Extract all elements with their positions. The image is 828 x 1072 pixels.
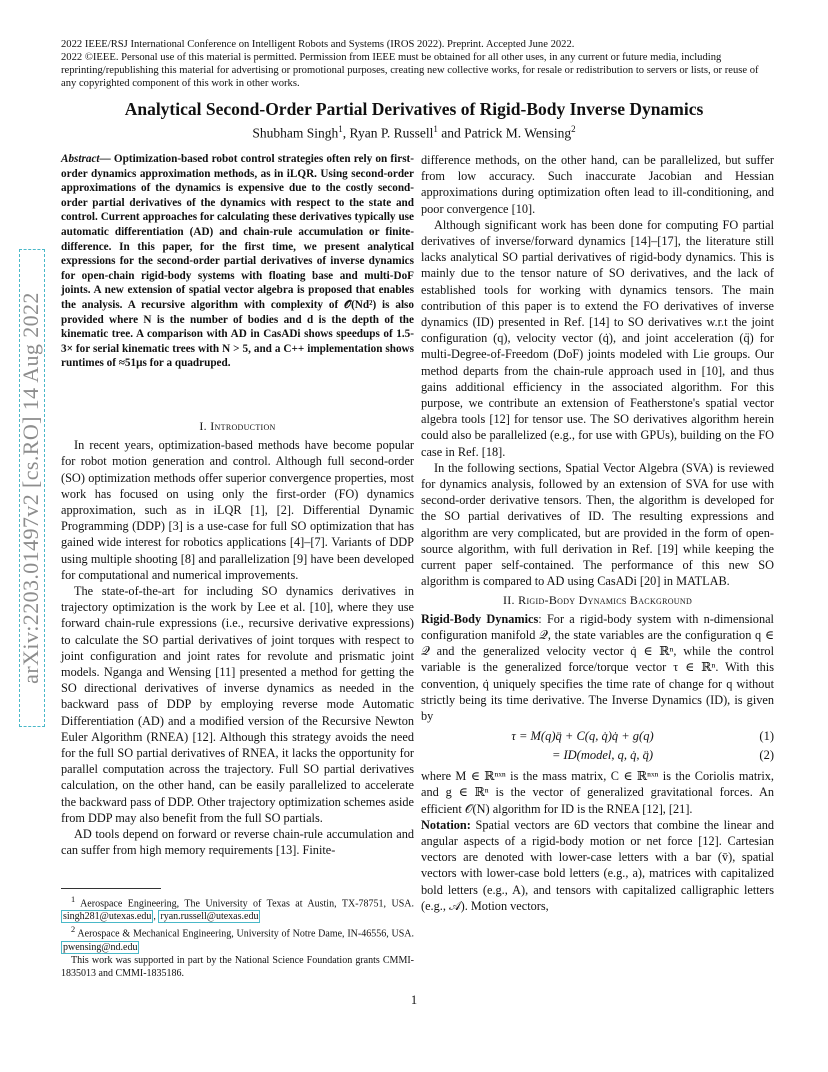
left-column [61,418,414,858]
paragraph: In recent years, optimization-based methods have become popular for robot motion generation and control. Although full second-order (SO) optimization methods offer superior convergence properties, most work has focused on using only the first-order (FO) dynamics approximation, such as in iLQR [1], [2]. Differential Dynamic Programming (DDP) [3] is a use-case for full SO optimization that has gained wide interest for robotics applications [4]–[7]. Variants of DDP using multiple shooting [8] and parallelization [9] have been developed for computational and numerical improvements. [61,438,414,582]
equation-number: (1) [759,729,774,744]
conference-line: 2022 IEEE/RSJ International Conference on Intelligent Robots and Systems (IROS 2022). Preprint. Accepted June 2022. [61,39,575,50]
funding-note: This work was supported in part by the National Science Foundation grants CMMI-1835013 and CMMI-1835186. [61,954,414,979]
author-affiliation: 1 [338,124,343,134]
abstract [61,152,414,371]
copyright-notice [61,38,771,90]
author-name: Ryan P. Russell [349,125,434,141]
paragraph [421,611,774,724]
paragraph-label: Notation: [421,817,471,832]
author-name: Patrick M. Wensing [464,125,572,141]
email-link[interactable]: pwensing@nd.edu [63,941,138,953]
paragraph-text: Spatial vectors are 6D vectors that combine the linear and angular aspects of a rigid-body motion or net force [12]. Cartesian vectors are denoted with lower-case letters with a bar (v̄), spatial vectors with lower-case bold letters (e.g., a), matrices with capitalized bold letters (e.g., A), and tensors with capitalized calligraphic letters (e.g., 𝒜). Motion vectors, [421,817,774,913]
author-list: Shubham Singh$^1$, Ryan P. Russell$^1$ and Patrick M. Wensing$^2$ [252,124,576,141]
paragraph: In the following sections, Spatial Vector Algebra (SVA) is reviewed for dynamics analysis, followed by an extension of SVA for use with second-order derivative tensors. Then, the algorithm is developed for the SO partial derivatives of ID. The resulting expressions and algorithm are very complicated, but are provided in the form of open-source algorithm, with full derivation in Ref. [19] while keeping the current paper self-contained. The performance of this new SO algorithm is compared to AD using CasADi [20] in MATLAB. [421,460,774,589]
paragraph: AD tools depend on forward or reverse chain-rule accumulation and can suffer from high memory requirements [13]. Finite- [61,827,414,858]
paragraph: The state-of-the-art for including SO dynamics derivatives in trajectory optimization is the work by Lee et al. [10], where they use forward chain-rule expressions (i.e., recursive derivative expressions) to calculate the SO partial derivatives of joint torques with respect to joint configuration and joint rates for revolute and prismatic joint models. Nganga and Wensing [11] presented a method for getting the SO directional derivatives of inverse dynamics as needed in the backward pass of DDP by employing reverse mode Automatic Differentiation (AD) and a modified version of the Recursive Newton Euler Algorithm (RNEA) [12]. Although this strategy avoids the need for the full SO partial derivatives of RNEA, it lacks the opportunity for parallel computation across the trajectory. Full SO partial derivatives calculation, on the other hand, can be easily parallelized to accelerate the backward pass of DDP. Other trajectory optimization schemes aside from DDP may also benefit from the full SO partials. [61,584,414,825]
author-affiliation: 2 [571,124,576,134]
equation-number: (2) [759,748,774,763]
paper-title: Analytical Second-Order Partial Derivatives of Rigid-Body Inverse Dynamics [124,99,704,119]
paragraph: where M ∈ ℝⁿˣⁿ is the mass matrix, C ∈ ℝⁿˣⁿ is the Coriolis matrix, and g ∈ ℝⁿ is the vector of generalized gravitational forces. An efficient 𝒪(N) algorithm for ID is the RNEA [12], [21]. [421,769,774,816]
email-link[interactable]: singh281@utexas.edu [63,911,152,923]
footnote-affiliation: Aerospace & Mechanical Engineering, University of Notre Dame, IN-46556, USA. [77,928,414,940]
footnote-affiliation: Aerospace Engineering, The University of Texas at Austin, TX-78751, USA. [80,898,414,910]
equation [421,727,774,746]
email-link[interactable]: ryan.russell@utexas.edu [160,911,259,923]
arxiv-identifier: arXiv:2203.01497v2 [cs.RO] 14 Aug 2022 [18,292,43,684]
right-column [421,152,774,914]
paragraph-text: : For a rigid-body system with n-dimensional configuration manifold 𝒬, the state variables are the configuration q ∈ 𝒬 and the generalized velocity vector q̇ ∈ ℝⁿ, while the control variable is the generalized force/torque vector τ ∈ ℝⁿ. With this convention, q̇ uniquely specifies the time rate of change for q without strictly being its time derivative. The Inverse Dynamics (ID), is given by [421,611,774,723]
equation-body: = ID(model, q, q̇, q̈) [551,748,654,763]
paragraph: difference methods, on the other hand, can be parallelized, but suffer from low accuracy. Such inaccurate Jacobian and Hessian approximations during optimization often lead to ill-conditioning, and poor convergence [10]. [421,153,774,216]
abstract-label: Abstract [61,153,100,165]
footnote-mark: 1 [71,895,76,904]
section-heading-introduction: I. Introduction [199,419,276,433]
section-heading-background: II. Rigid-Body Dynamics Background [502,593,693,608]
copyright-text: 2022 ©IEEE. Personal use of this material is permitted. Permission from IEEE must be obtained for all other uses, in any current or future media, including reprinting/republishing this material for advertising or promotional purposes, creating new collective works, for resale or redistribution to servers or lists, or reuse of any copyrighted component of this work in other works. [61,52,759,89]
equation-body: τ = M(q)q̈ + C(q, q̇)q̇ + g(q) [511,729,654,744]
page-number: 1 [410,993,418,1007]
author-name: Shubham Singh [252,125,339,141]
abstract-text: — Optimization-based robot control strategies often rely on first-order dynamics approximation methods, as in iLQR. Using second-order approximations of the dynamics is expensive due to the costly second-order partial derivatives of the dynamics with respect to the state and control. Current approaches for calculating these derivatives typically use automatic differentiation (AD) and chain-rule accumulation or finite-difference. In this paper, for the first time, we present analytical expressions for the second-order partial derivatives of inverse dynamics for open-chain rigid-body systems with floating base and multi-DoF joints. A new extension of spatial vector algebra is proposed that enables the analysis. A recursive algorithm with complexity of 𝒪(Nd²) is also provided where N is the number of bodies and d is the depth of the kinematic tree. A comparison with AD in CasADi shows speedups of 1.5-3× for serial kinematic trees with N > 5, and a C++ implementation shows runtimes of ≈51μs for a quadruped. [61,153,414,370]
footnote-mark: 2 [71,925,76,935]
footnotes: $^1$ Aerospace Engineering, The University of Texas at Austin, TX-78751, USA. singh281@utexas.edu , ryan.russell@utexas.edu $^2$ Aerospace & Mechanical Engineering, University of Notre Dame, IN-46556, USA. pwensing@nd.edu This work was supported in part by the National Science Foundation grants CMMI-1835013 and CMMI-1835186. [61,895,414,979]
arxiv-stamp[interactable] [17,249,47,727]
author-affiliation: 1 [433,124,438,134]
paragraph [421,817,774,914]
equation [421,746,774,765]
paragraph: Although significant work has been done for computing FO partial derivatives of inverse/forward dynamics [14]–[17], the literature still lacks analytical SO partial derivatives of rigid-body dynamics. This is mainly due to the tensor nature of SO derivatives, and the lack of established tools for working with dynamics tensors. The main contribution of this paper is to extend the FO derivatives of inverse dynamics (ID) presented in Ref. [14] to SO derivatives w.r.t the joint configuration (q), velocity vector (q̇), and joint acceleration (q̈) for multi-Degree-of-Freedom (DoF) joints modeled with Lie groups. Our method departs from the chain-rule approach used in [10], and thus gains additional efficiency in the associated algorithm. For this purpose, we contribute an extension of Featherstone's spatial vector algebra tools [12] for tensor use. The SO derivatives algorithm herein could also be parallelized (e.g., for use with GPUs), building on the FO case in Ref. [18]. [421,217,774,459]
footnote-divider [61,888,161,889]
paragraph-label: Rigid-Body Dynamics [421,611,539,626]
